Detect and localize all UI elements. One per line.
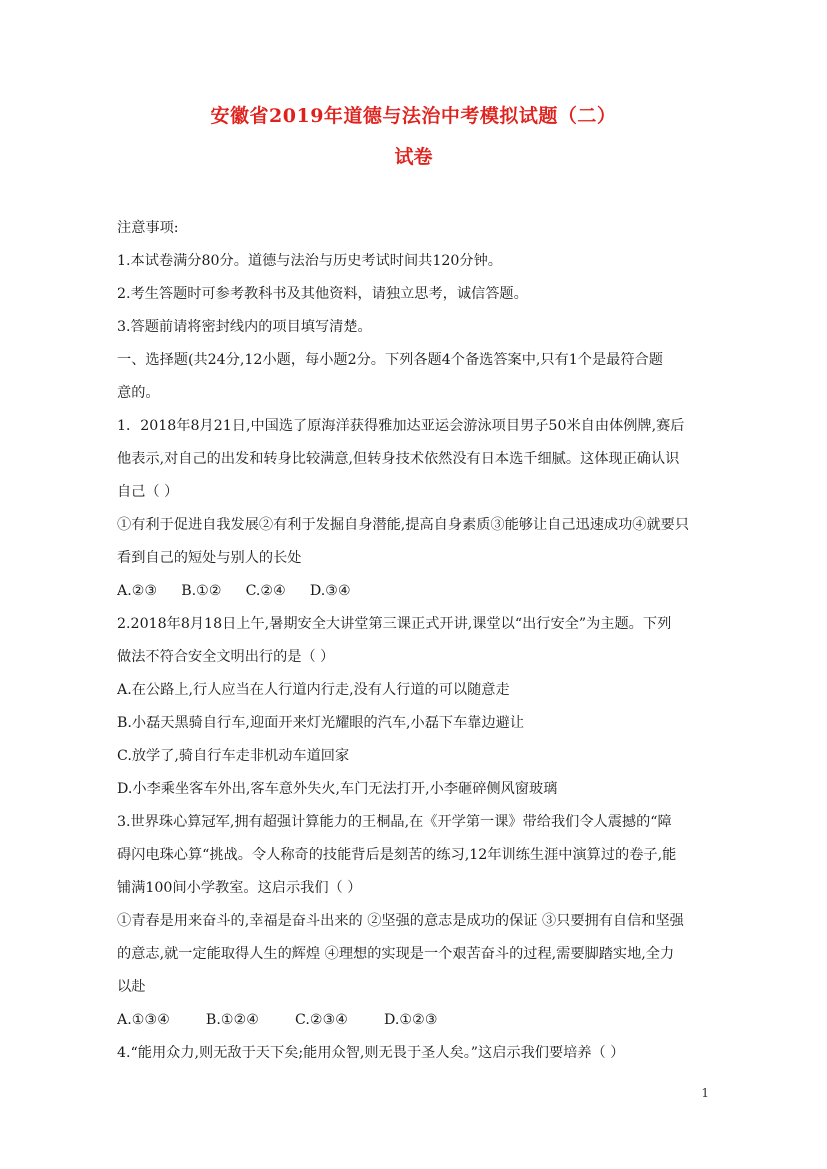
question-1-stem-line-3: 自己（ ） <box>117 484 179 500</box>
question-1-stem-line-2: 他表示,对自己的出发和转身比较满意,但转身技术依然没有日本选千细腻。这体现正确认识 <box>117 451 680 467</box>
notice-item-2: 2.考生答题时可参考教科书及其他资料，请独立思考，诚信答题。 <box>117 286 528 302</box>
question-2-option-c: C.放学了,骑自行车走非机动车道回家 <box>117 748 350 764</box>
question-2-stem-line-1: 2.2018年8月18日上午,暑期安全大讲堂第三课正式开讲,课堂以“出行安全”为主题。下列 <box>117 616 672 632</box>
question-1-options <box>117 575 709 608</box>
question-3-options <box>117 1004 709 1037</box>
question-3-statements-line-3: 以赴 <box>117 979 146 995</box>
question-3-option-a: A.①③④ <box>117 1012 170 1028</box>
question-1-stem-line-1: 1．2018年8月21日,中国选了原海洋获得雅加达亚运会游泳项目男子50米自由体例牌,赛后 <box>117 418 685 434</box>
question-3-stem-line-3: 铺满100间小学教室。这启示我们（ ） <box>117 880 362 896</box>
question-1-option-c: C.②④ <box>245 583 286 599</box>
exam-title: 安徽省2019年道德与法治中考模拟试题（二） <box>210 105 617 127</box>
question-1-option-a: A.②③ <box>117 583 158 599</box>
question-1-statements-line-2: 看到自己的短处与别人的长处 <box>117 550 302 566</box>
question-4-stem: 4.“能用众力,则无敌于天下矣;能用众智,则无畏于圣人矣。”这启示我们要培养（ ） <box>117 1045 625 1061</box>
question-2-option-d: D.小李乘坐客车外出,客车意外失火,车门无法打开,小李砸碎侧风窗玻璃 <box>117 781 558 797</box>
question-3-option-d: D.①②③ <box>384 1012 438 1028</box>
notice-heading: 注意事项: <box>117 220 179 236</box>
question-3-option-b: B.①②④ <box>205 1012 260 1028</box>
question-3-stem-line-2: 碍闪电珠心算“挑战。令人称奇的技能背后是刻苦的练习,12年训练生涯中演算过的卷子,能 <box>117 847 677 863</box>
question-1-option-d: D.③④ <box>309 583 351 599</box>
question-2-stem-line-2: 做法不符合安全文明出行的是（ ） <box>117 649 335 665</box>
exam-content <box>117 212 709 1070</box>
section-1-heading-line-1: 一、选择题(共24分,12小题，每小题2分。下列各题4个备选答案中,只有1个是最符合题 <box>117 352 663 368</box>
question-1-statements-line-1: ①有利于促进自我发展②有利于发掘自身潜能,提高自身素质③能够让自己迅速成功④就要只 <box>117 517 690 533</box>
exam-subtitle: 试卷 <box>394 146 433 168</box>
question-3-stem-line-1: 3.世界珠心算冠军,拥有超强计算能力的王桐晶,在《开学第一课》带给我们令人震撼的“障 <box>117 814 672 830</box>
section-1-heading-line-2: 意的。 <box>117 385 160 401</box>
question-3-statements-line-1: ①青春是用来奋斗的,幸福是奋斗出来的 ②坚强的意志是成功的保证 ③只要拥有自信和坚强 <box>117 913 684 929</box>
notice-item-3: 3.答题前请将密封线内的项目填写清楚。 <box>117 319 372 335</box>
question-3-statements-line-2: 的意志,就一定能取得人生的辉煌 ④理想的实现是一个艰苦奋斗的过程,需要脚踏实地,全力 <box>117 946 675 962</box>
question-1-option-b: B.①② <box>181 583 222 599</box>
notice-item-1: 1.本试卷满分80分。道德与法治与历史考试时间共120分钟。 <box>117 253 502 269</box>
page-number: 1 <box>701 1086 709 1100</box>
question-3-option-c: C.②③④ <box>295 1012 349 1028</box>
question-2-option-b: B.小磊天黑骑自行车,迎面开来灯光耀眼的汽车,小磊下车靠边避让 <box>117 715 525 731</box>
question-2-option-a: A.在公路上,行人应当在人行道内行走,没有人行道的可以随意走 <box>117 682 510 698</box>
